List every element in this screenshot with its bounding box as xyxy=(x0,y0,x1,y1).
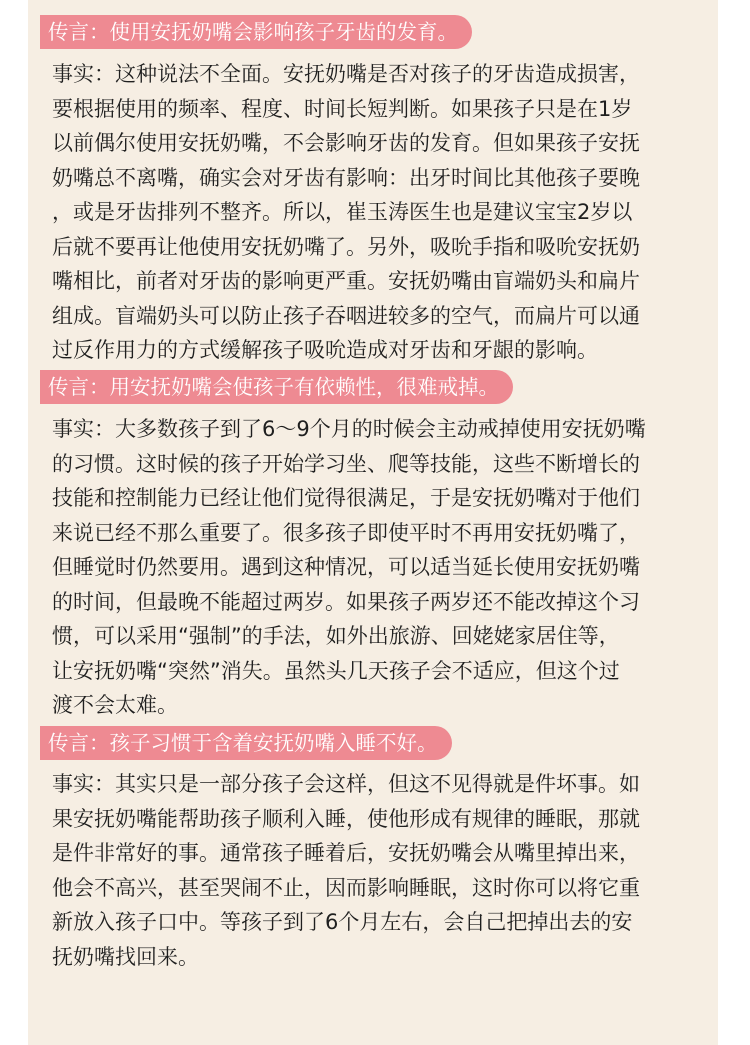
article-card xyxy=(28,0,718,1045)
fact-paragraph: 事实：其实只是一部分孩子会这样，但这不见得就是件坏事。如 果安抚奶嘴能帮助孩子顺利入睡，使他形成有规律的睡眠，那就 是件非常好的事。通常孩子睡着后，安抚奶嘴会从嘴里掉出来， 他会不高兴，甚至哭闹不止，因而影响睡眠，这时你可以将它重 新放入孩子口中。等孩子到了6个月左右，会自己把掉出去的安 抚奶嘴找回来。 xyxy=(52,772,640,969)
myth-heading: 传言：孩子习惯于含着安抚奶嘴入睡不好。 xyxy=(40,726,452,760)
fact-paragraph: 事实：这种说法不全面。安抚奶嘴是否对孩子的牙齿造成损害， 要根据使用的频率、程度、时间长短判断。如果孩子只是在1岁 以前偶尔使用安抚奶嘴，不会影响牙齿的发育。但如果孩子安抚 奶嘴总不离嘴，确实会对牙齿有影响：出牙时间比其他孩子要晚 ，或是牙齿排列不整齐。所以，崔玉涛医生也是建议宝宝2岁以 后就不要再让他使用安抚奶嘴了。另外，吸吮手指和吸吮安抚奶 嘴相比，前者对牙齿的影响更严重。安抚奶嘴由盲端奶头和扁片 组成。盲端奶头可以防止孩子吞咽进较多的空气，而扁片可以通 过反作用力的方式缓解孩子吸吮造成对牙齿和牙龈的影响。 xyxy=(52,62,640,362)
myth-heading: 传言：使用安抚奶嘴会影响孩子牙齿的发育。 xyxy=(40,15,472,49)
myth-heading: 传言：用安抚奶嘴会使孩子有依赖性，很难戒掉。 xyxy=(40,370,513,404)
fact-paragraph: 事实：大多数孩子到了6～9个月的时候会主动戒掉使用安抚奶嘴 的习惯。这时候的孩子开始学习坐、爬等技能，这些不断增长的 技能和控制能力已经让他们觉得很满足，于是安抚奶嘴对于他们 来说已经不那么重要了。很多孩子即使平时不再用安抚奶嘴了， 但睡觉时仍然要用。遇到这种情况，可以适当延长使用安抚奶嘴 的时间，但最晚不能超过两岁。如果孩子两岁还不能改掉这个习 惯，可以采用“强制”的手法，如外出旅游、回姥姥家居住等， 让安抚奶嘴“突然”消失。虽然头几天孩子会不适应，但这个过 渡不会太难。 xyxy=(52,417,646,717)
